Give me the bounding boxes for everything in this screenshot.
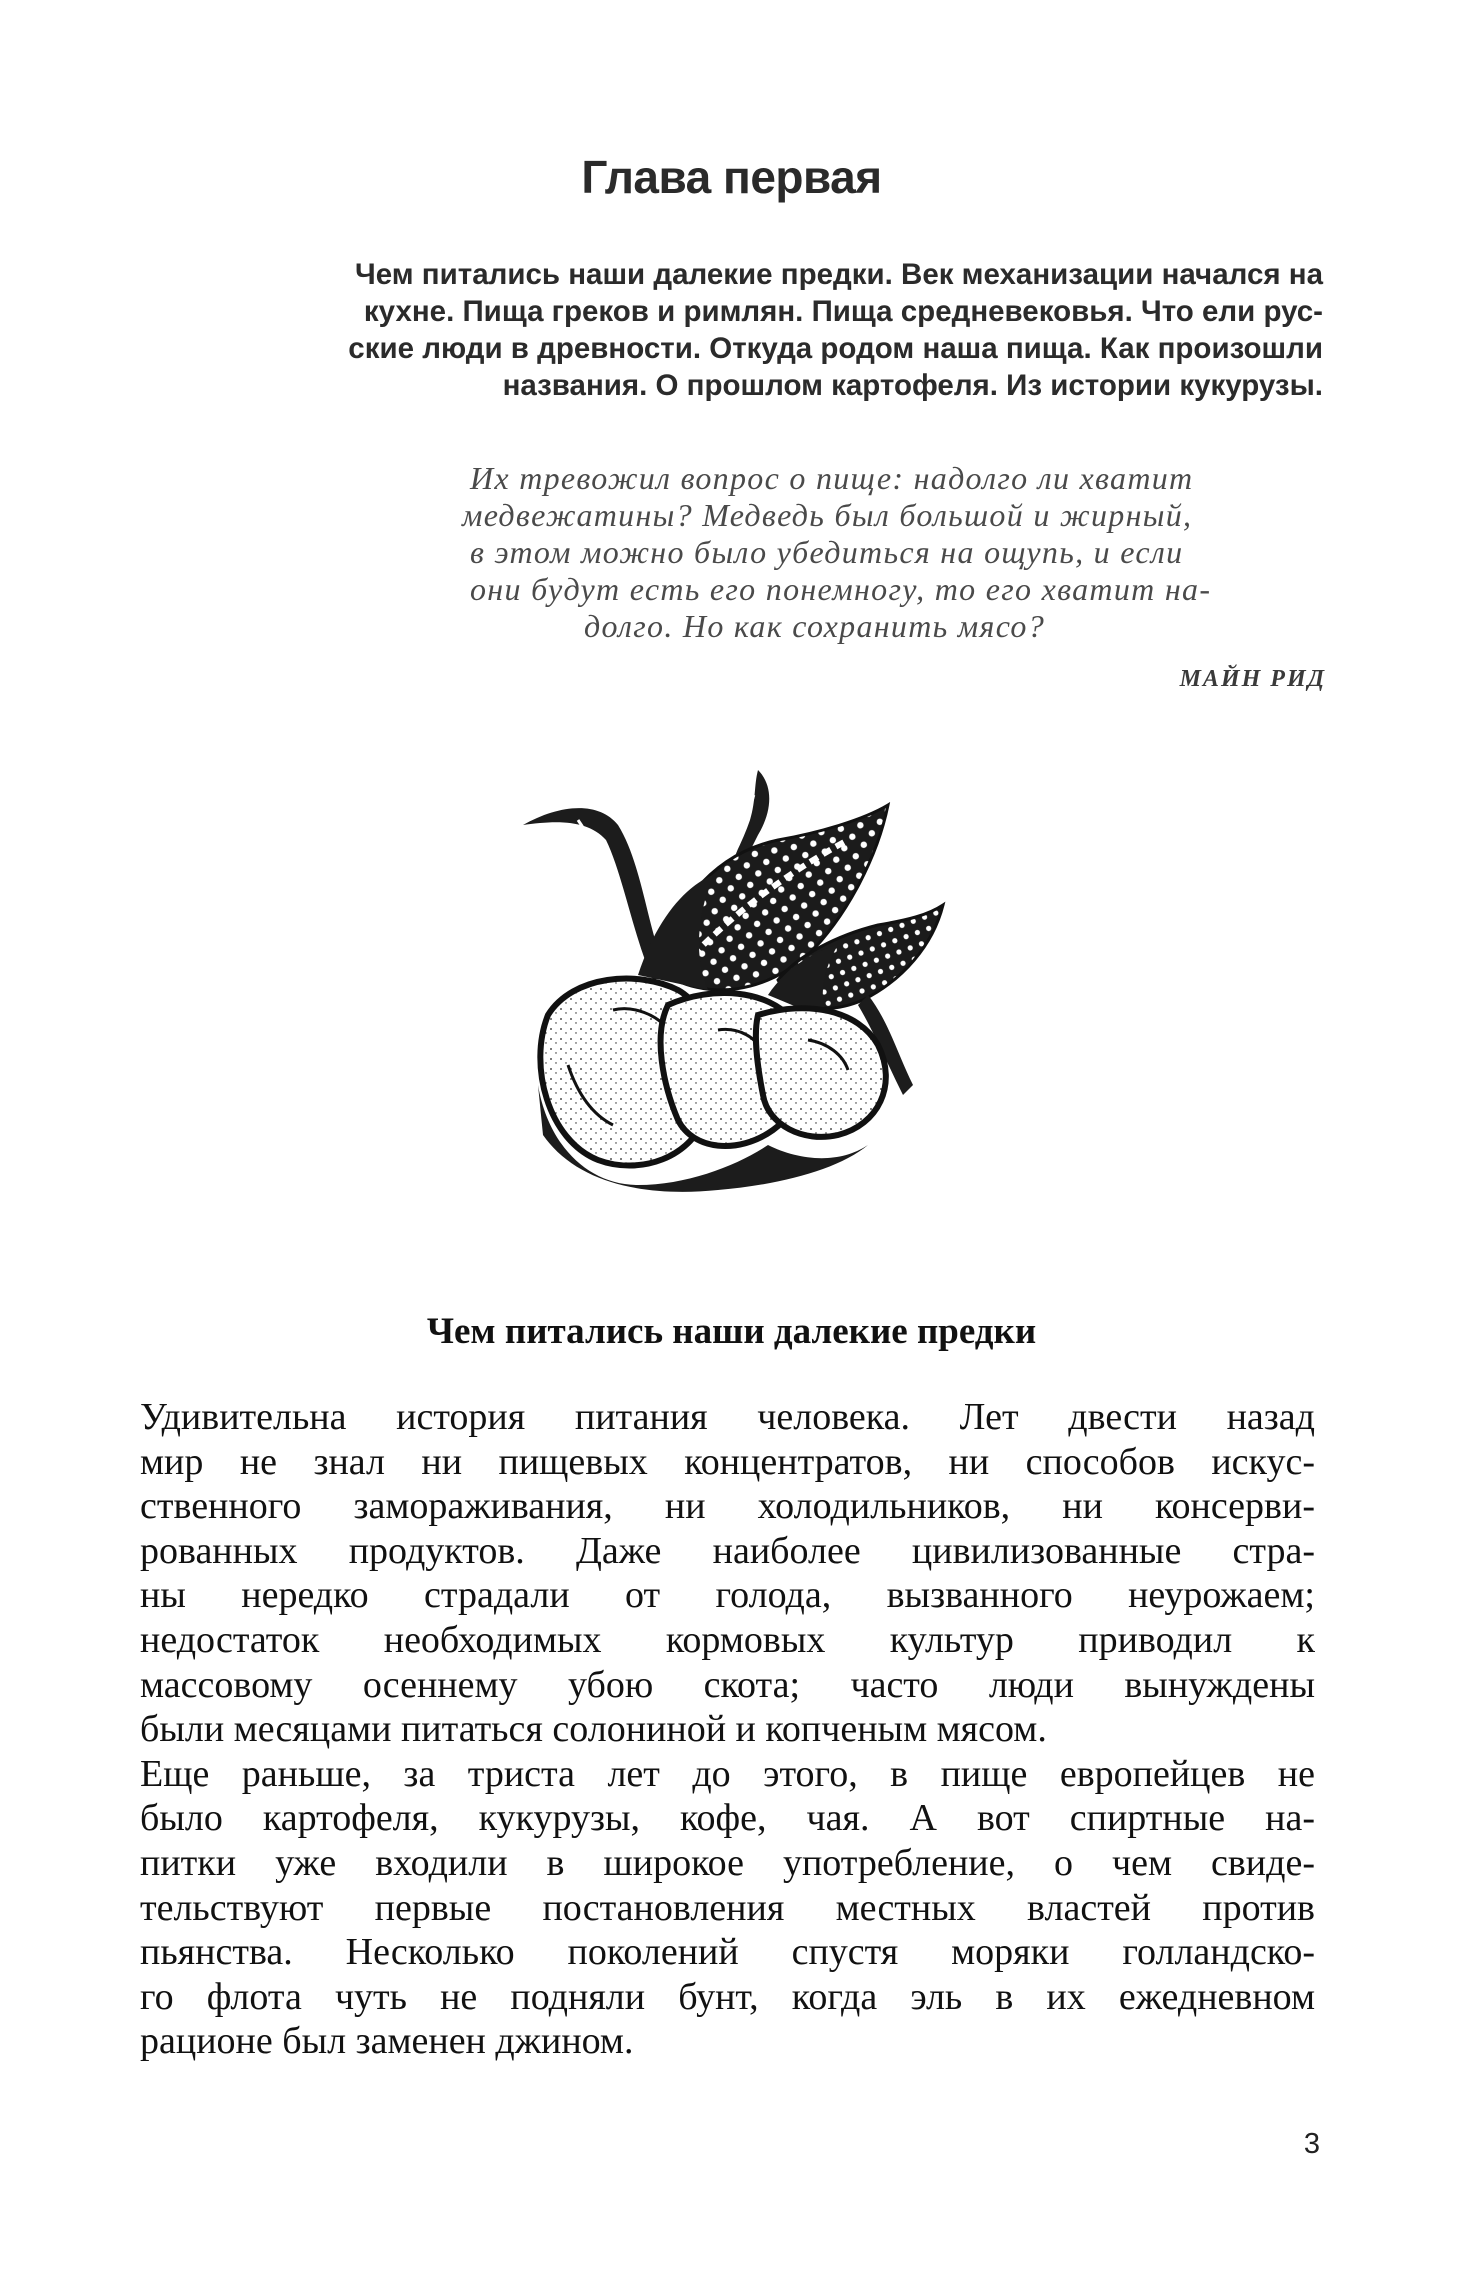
- epigraph: [462, 460, 1332, 645]
- body-line: массовому осеннему убою скота; часто люди вынуждены: [140, 1663, 1315, 1706]
- body-line: рованных продуктов. Даже наиболее цивилизованные стра-: [140, 1529, 1315, 1572]
- chapter-summary: [158, 256, 1323, 404]
- epigraph-line: они будут есть его понемногу, то его хватит на-: [470, 571, 1212, 607]
- section-heading: Чем питались наши далекие предки: [426, 1311, 1037, 1352]
- page-number: 3: [1303, 2128, 1320, 2160]
- body-line: питки уже входили в широкое употребление, о чем свиде-: [140, 1841, 1315, 1884]
- summary-line: кухне. Пища греков и римлян. Пища средневековья. Что ели рус-: [363, 295, 1323, 328]
- body-line: ны нередко страдали от голода, вызванного неурожаем;: [140, 1574, 1315, 1617]
- summary-line: Чем питались наши далекие предки. Век механизации начался на: [355, 258, 1323, 291]
- body-line: Удивительна история питания человека. Лет двести назад: [140, 1396, 1315, 1438]
- body-paragraph: [140, 1395, 1315, 2064]
- epigraph-line: медвежатины? Медведь был большой и жирный,: [462, 497, 1193, 533]
- body-line: пьянства. Несколько поколений спустя моряки голландско-: [140, 1931, 1315, 1974]
- body-line: тельствуют первые постановления местных властей против: [140, 1886, 1315, 1929]
- chapter-title: Глава первая: [581, 151, 882, 203]
- body-line: было картофеля, кукурузы, кофе, чая. А вот спиртные на-: [140, 1797, 1315, 1840]
- body-line: были месяцами питаться солониной и копченым мясом.: [140, 1708, 1047, 1751]
- body-line: Еще раньше, за триста лет до этого, в пище европейцев не: [140, 1752, 1315, 1795]
- corn-and-potatoes-illustration: [518, 765, 948, 1205]
- body-line: ственного замораживания, ни холодильников, ни консерви-: [140, 1485, 1315, 1528]
- body-line: рационе был заменен джином.: [140, 2020, 634, 2063]
- body-line: мир не знал ни пищевых концентратов, ни способов искус-: [140, 1440, 1315, 1483]
- epigraph-line: долго. Но как сохранить мясо?: [584, 608, 1045, 644]
- summary-line: ские люди в древности. Откуда родом наша пища. Как произошли: [348, 332, 1323, 365]
- corn-and-potatoes-icon: [518, 765, 948, 1205]
- summary-line: названия. О прошлом картофеля. Из истории кукурузы.: [502, 369, 1323, 402]
- body-line: недостаток необходимых кормовых культур приводил к: [140, 1618, 1315, 1661]
- epigraph-line: Их тревожил вопрос о пище: надолго ли хватит: [470, 460, 1194, 496]
- epigraph-line: в этом можно было убедиться на ощупь, и если: [470, 534, 1184, 570]
- epigraph-author: МАЙН РИД: [1179, 666, 1326, 692]
- body-line: го флота чуть не подняли бунт, когда эль в их ежедневном: [140, 1975, 1315, 2018]
